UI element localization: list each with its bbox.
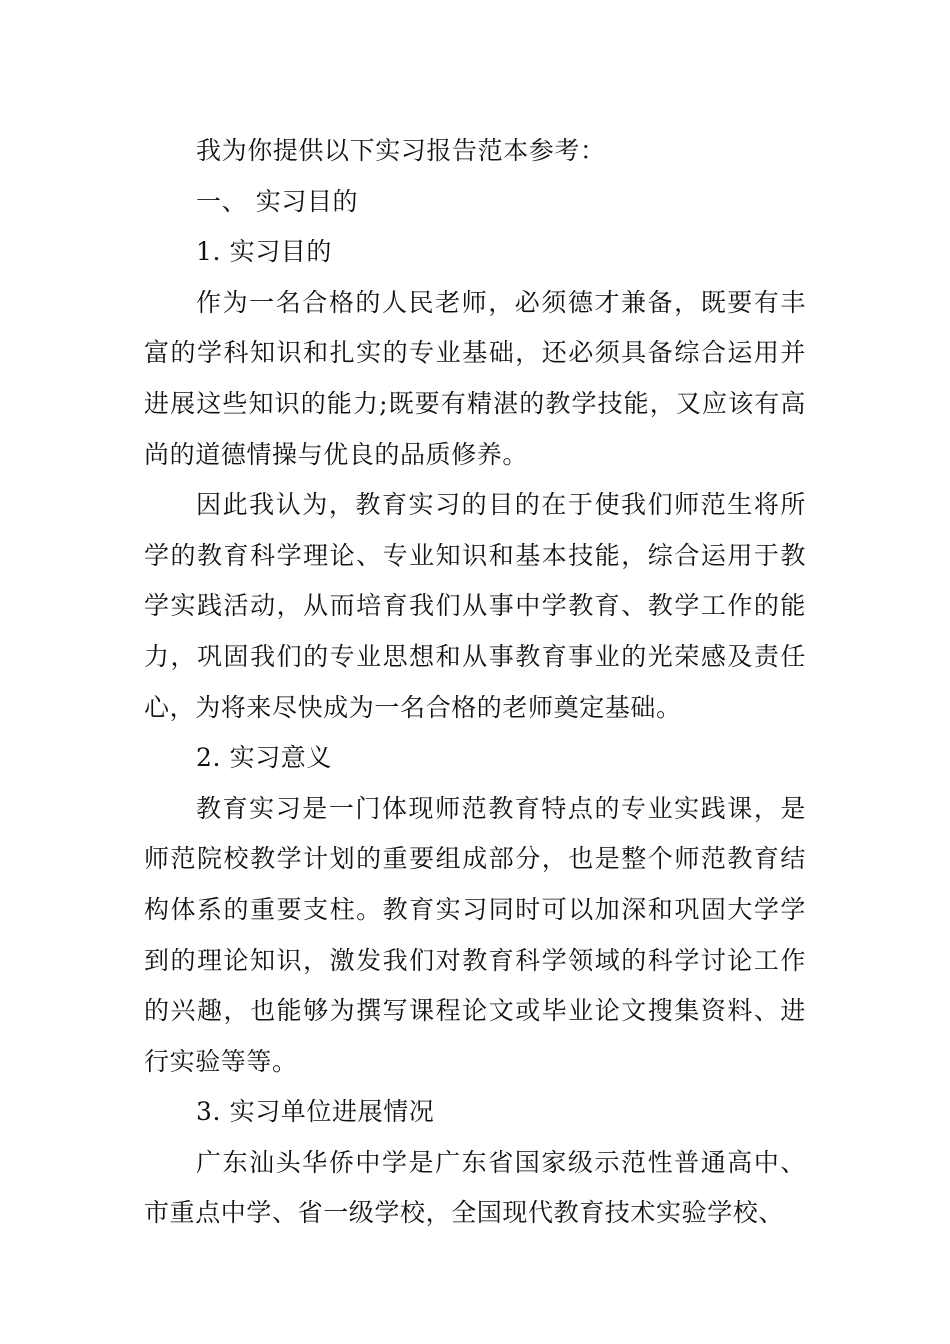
document-body bbox=[144, 126, 806, 1239]
subheading-unit-progress: 3. 实习单位进展情况 bbox=[196, 1097, 435, 1127]
section-heading-purpose: 一、 实习目的 bbox=[196, 186, 359, 216]
paragraph-teacher-qualities: 作为一名合格的人民老师，必须德才兼备，既要有丰富的学科知识和扎实的专业基础，还必须具备综合运用并进展这些知识的能力;既要有精湛的教学技能，又应该有高尚的道德情操与优良的品质修养。 bbox=[144, 287, 806, 469]
subheading-purpose: 1. 实习目的 bbox=[196, 237, 332, 267]
paragraph-significance: 教育实习是一门体现师范教育特点的专业实践课，是师范院校教学计划的重要组成部分，也是整个师范教育结构体系的重要支柱。教育实习同时可以加深和巩固大学学到的理论知识，激发我们对教育科学领域的科学讨论工作的兴趣，也能够为撰写课程论文或毕业论文搜集资料、进行实验等等。 bbox=[144, 793, 806, 1076]
intro-line: 我为你提供以下实习报告范本参考： bbox=[196, 136, 606, 165]
subheading-significance: 2. 实习意义 bbox=[196, 743, 332, 773]
paragraph-unit-progress: 广东汕头华侨中学是广东省国家级示范性普通高中、市重点中学、省一级学校，全国现代教育技术实验学校、 bbox=[144, 1147, 806, 1228]
paragraph-practice-purpose: 因此我认为，教育实习的目的在于使我们师范生将所学的教育科学理论、专业知识和基本技能，综合运用于教学实践活动，从而培育我们从事中学教育、教学工作的能力，巩固我们的专业思想和从事教育事业的光荣感及责任心，为将来尽快成为一名合格的老师奠定基础。 bbox=[144, 490, 806, 722]
